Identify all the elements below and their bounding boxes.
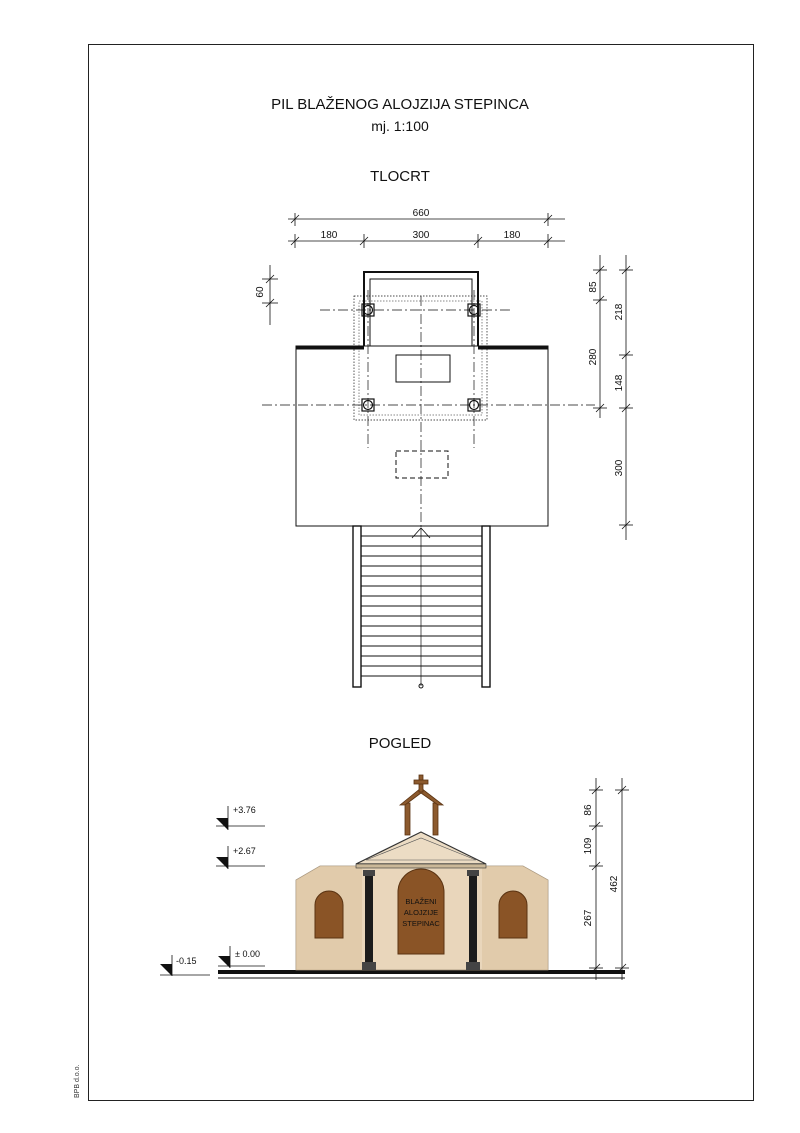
elev-dim-total: 462: [609, 875, 620, 893]
dim-total-width: 660: [412, 208, 430, 219]
bell-gable: [400, 775, 443, 835]
niche-right: [499, 891, 527, 938]
dim-apse-depth: 60: [255, 286, 266, 298]
ground-line: [218, 970, 625, 974]
plan-main-body: [296, 346, 548, 526]
dim-right-c: 148: [614, 374, 625, 392]
level-lower: -0.15: [176, 956, 197, 966]
plan-altar: [396, 355, 450, 382]
plan-altar-hidden: [396, 451, 448, 478]
pediment: [356, 832, 486, 864]
elev-dim-3: 267: [583, 909, 594, 927]
entablature: [356, 864, 486, 868]
drawing-scale: mj. 1:100: [371, 118, 429, 134]
drawing-title: PIL BLAŽENOG ALOJZIJA STEPINCA: [271, 96, 529, 113]
dim-side-right: 180: [503, 230, 521, 241]
plan-axes: [262, 290, 595, 528]
plan-stairs: [353, 526, 490, 688]
inscription-line2: ALOJZIJE: [403, 908, 439, 917]
level-top: +3.76: [233, 805, 256, 815]
inscription-line3: STEPINAC: [402, 919, 440, 928]
niche-left: [315, 891, 343, 938]
level-cornice: +2.67: [233, 846, 256, 856]
plan-heading: TLOCRT: [370, 168, 430, 185]
dim-right-a: 218: [614, 303, 625, 321]
floor-plan: [255, 208, 633, 688]
elevation-heading: POGLED: [368, 735, 432, 752]
credit-text: BPB d.o.o.: [74, 1064, 81, 1098]
dim-side-left: 180: [320, 230, 338, 241]
plan-right-dimensions: [593, 255, 633, 540]
dim-right-b: 280: [588, 348, 599, 366]
elevation: [160, 775, 629, 980]
level-ground: ± 0.00: [235, 949, 260, 959]
inscription-line1: BLAŽENI: [405, 897, 437, 906]
dim-right-top: 85: [588, 281, 599, 293]
elev-dim-2: 109: [583, 837, 594, 855]
elev-dim-1: 86: [583, 804, 594, 816]
dim-center: 300: [412, 230, 430, 241]
dim-right-d: 300: [614, 459, 625, 477]
